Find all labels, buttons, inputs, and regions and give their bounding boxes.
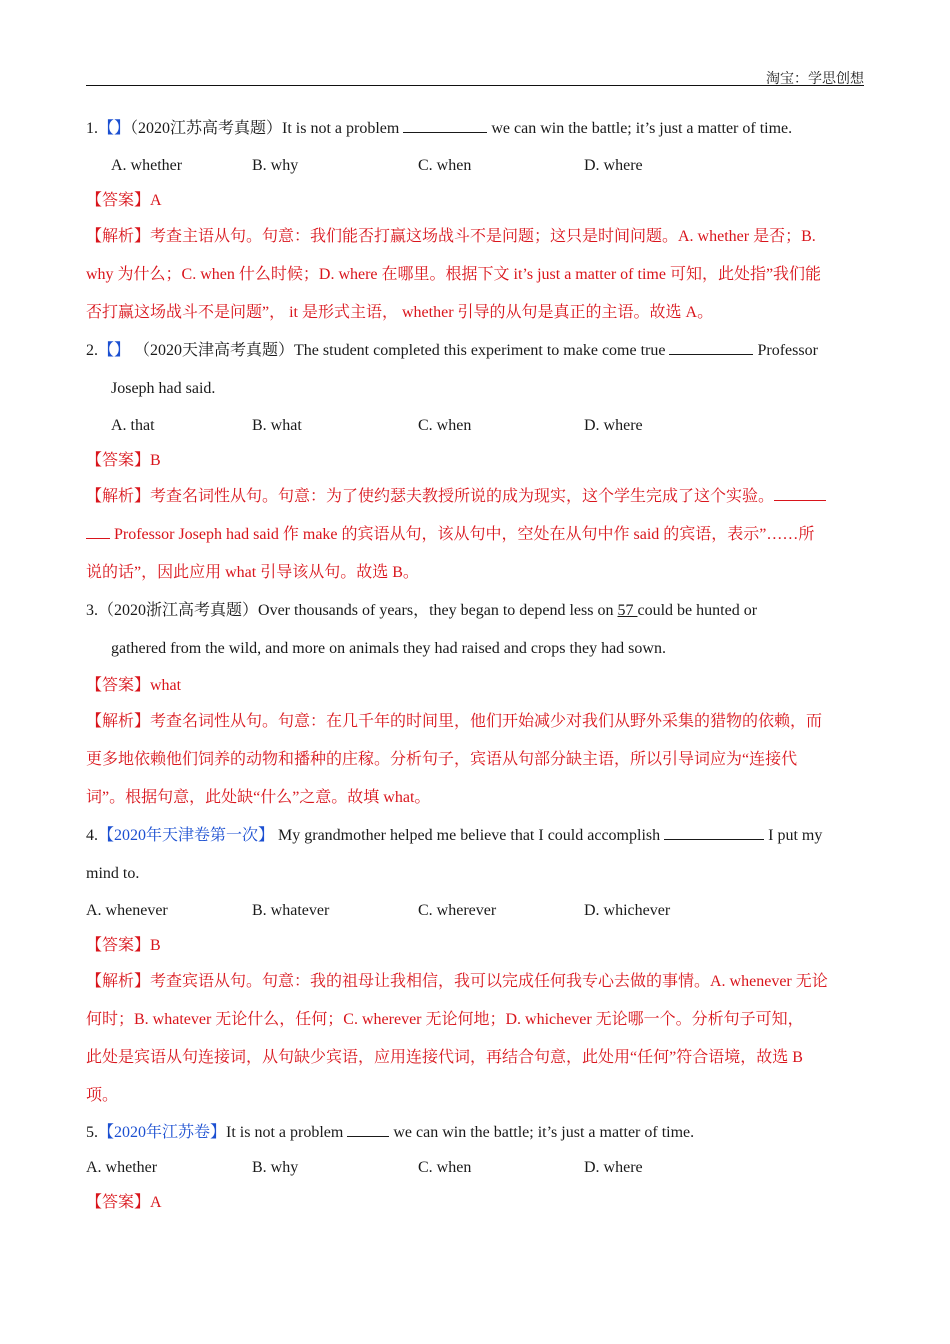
question-4-options bbox=[86, 893, 864, 928]
option-d: D. whichever bbox=[584, 902, 671, 919]
option-d: D. where bbox=[584, 1159, 643, 1176]
question-number: 2. bbox=[86, 342, 98, 359]
analysis-line: 【解析】考查宾语从句。句意：我的祖母让我相信，我可以完成任何我专心去做的事情。A. whenever 无论 bbox=[86, 973, 828, 990]
option-c: C. when bbox=[418, 157, 472, 174]
question-source: （2020浙江高考真题） bbox=[98, 602, 259, 619]
question-tag: 【2020年天津卷第一次】 bbox=[98, 827, 275, 844]
analysis-line: 项。 bbox=[86, 1087, 119, 1104]
question-4-stem bbox=[86, 817, 864, 855]
answer-blank bbox=[664, 825, 764, 840]
question-5-answer: 【答案】A bbox=[86, 1194, 162, 1211]
question-source: （2020江苏高考真题） bbox=[130, 120, 283, 137]
question-number: 4. bbox=[86, 827, 98, 844]
question-text: My grandmother helped me believe that I could accomplish bbox=[274, 827, 665, 844]
option-a: A. that bbox=[111, 417, 155, 434]
question-number: 1. bbox=[86, 120, 98, 137]
option-b: B. why bbox=[252, 1159, 299, 1176]
answer-blank bbox=[669, 340, 753, 355]
question-tag: 【2020年江苏卷】 bbox=[98, 1124, 227, 1141]
question-text: Over thousands of years，they began to depend less on bbox=[258, 602, 618, 619]
question-4-stem-cont: mind to. bbox=[86, 865, 140, 882]
analysis-text: 【解析】考查名词性从句。句意：为了使约瑟夫教授所说的成为现实，这个学生完成了这个实验。 bbox=[86, 488, 775, 505]
question-text: It is not a problem bbox=[282, 120, 404, 137]
question-3-analysis bbox=[86, 703, 864, 817]
question-3-stem-cont: gathered from the wild, and more on animals they had raised and crops they had sown. bbox=[111, 640, 666, 657]
document-body bbox=[86, 110, 864, 1220]
option-c: C. wherever bbox=[418, 902, 497, 919]
question-5-options bbox=[86, 1150, 864, 1185]
question-text: I put my bbox=[764, 827, 823, 844]
header-text: 淘宝：学思创想 bbox=[766, 72, 864, 87]
question-number: 5. bbox=[86, 1124, 98, 1141]
analysis-blank bbox=[86, 524, 110, 539]
analysis-line: why 为什么；C. when 什么时候；D. where 在哪里。根据下文 it’s just a matter of time 可知，此处指”我们能 bbox=[86, 266, 822, 283]
question-2-options bbox=[86, 408, 864, 443]
question-2-stem-cont: Joseph had said. bbox=[111, 380, 216, 397]
analysis-line: 说的话”，因此应用 what 引导该从句。故选 B。 bbox=[86, 564, 419, 581]
analysis-line: 更多地依赖他们饲养的动物和播种的庄稼。分析句子，宾语从句部分缺主语，所以引导词应为“连接代 bbox=[86, 751, 798, 768]
analysis-blank bbox=[774, 486, 826, 501]
analysis-line: 词”。根据句意，此处缺“什么”之意。故填 what。 bbox=[86, 789, 431, 806]
question-source: （2020天津高考真题） bbox=[130, 342, 295, 359]
option-a: A. whether bbox=[86, 1159, 158, 1176]
analysis-line: 此处是宾语从句连接词，从句缺少宾语，应用连接代词，再结合句意，此处用“任何”符合语境，故选 B bbox=[86, 1049, 803, 1066]
question-5-stem bbox=[86, 1115, 864, 1150]
question-tag: 【】 bbox=[98, 120, 131, 137]
question-3-answer: 【答案】what bbox=[86, 677, 182, 694]
answer-blank bbox=[347, 1122, 389, 1137]
question-2-answer: 【答案】B bbox=[86, 452, 161, 469]
analysis-line: 【解析】考查主语从句。句意：我们能否打赢这场战斗不是问题；这只是时间问题。A. whether 是否；B. bbox=[86, 228, 816, 245]
question-text: Professor bbox=[753, 342, 818, 359]
option-b: B. what bbox=[252, 417, 302, 434]
analysis-text: Professor Joseph had said 作 make 的宾语从句，该从句中，空处在从句中作 said 的宾语，表示”……所 bbox=[110, 526, 815, 543]
question-3-stem bbox=[86, 592, 864, 630]
question-number: 3. bbox=[86, 602, 98, 619]
option-c: C. when bbox=[418, 417, 472, 434]
question-1-answer: 【答案】A bbox=[86, 192, 162, 209]
blank-number: 57 bbox=[617, 602, 638, 619]
question-text: It is not a problem bbox=[226, 1124, 348, 1141]
option-b: B. why bbox=[252, 157, 299, 174]
question-4-answer: 【答案】B bbox=[86, 937, 161, 954]
analysis-line: 何时；B. whatever 无论什么，任何；C. wherever 无论何地；D. whichever 无论哪一个。分析句子可知， bbox=[86, 1011, 804, 1028]
question-text: we can win the battle; it’s just a matter of time. bbox=[487, 120, 793, 137]
question-tag: 【】 bbox=[98, 342, 131, 359]
question-text: could be hunted or bbox=[637, 602, 758, 619]
question-text: we can win the battle; it’s just a matter of time. bbox=[389, 1124, 695, 1141]
analysis-line bbox=[86, 478, 864, 516]
answer-blank bbox=[403, 118, 487, 133]
option-b: B. whatever bbox=[252, 902, 330, 919]
question-1-options bbox=[86, 148, 864, 183]
question-2-analysis bbox=[86, 478, 864, 592]
option-a: A. whenever bbox=[86, 902, 168, 919]
question-1-analysis bbox=[86, 218, 864, 332]
analysis-line: 否打赢这场战斗不是问题”， it 是形式主语， whether 引导的从句是真正的主语。故选 A。 bbox=[86, 304, 714, 321]
option-d: D. where bbox=[584, 417, 643, 434]
option-c: C. when bbox=[418, 1159, 472, 1176]
question-1-stem bbox=[86, 110, 864, 148]
question-4-analysis bbox=[86, 963, 864, 1115]
header-rule bbox=[86, 85, 864, 86]
analysis-line bbox=[86, 516, 864, 554]
option-d: D. where bbox=[584, 157, 643, 174]
question-text: The student completed this experiment to make come true bbox=[294, 342, 670, 359]
analysis-line: 【解析】考查名词性从句。句意：在几千年的时间里，他们开始减少对我们从野外采集的猎物的依赖，而 bbox=[86, 713, 823, 730]
option-a: A. whether bbox=[111, 157, 183, 174]
question-2-stem bbox=[86, 332, 864, 370]
